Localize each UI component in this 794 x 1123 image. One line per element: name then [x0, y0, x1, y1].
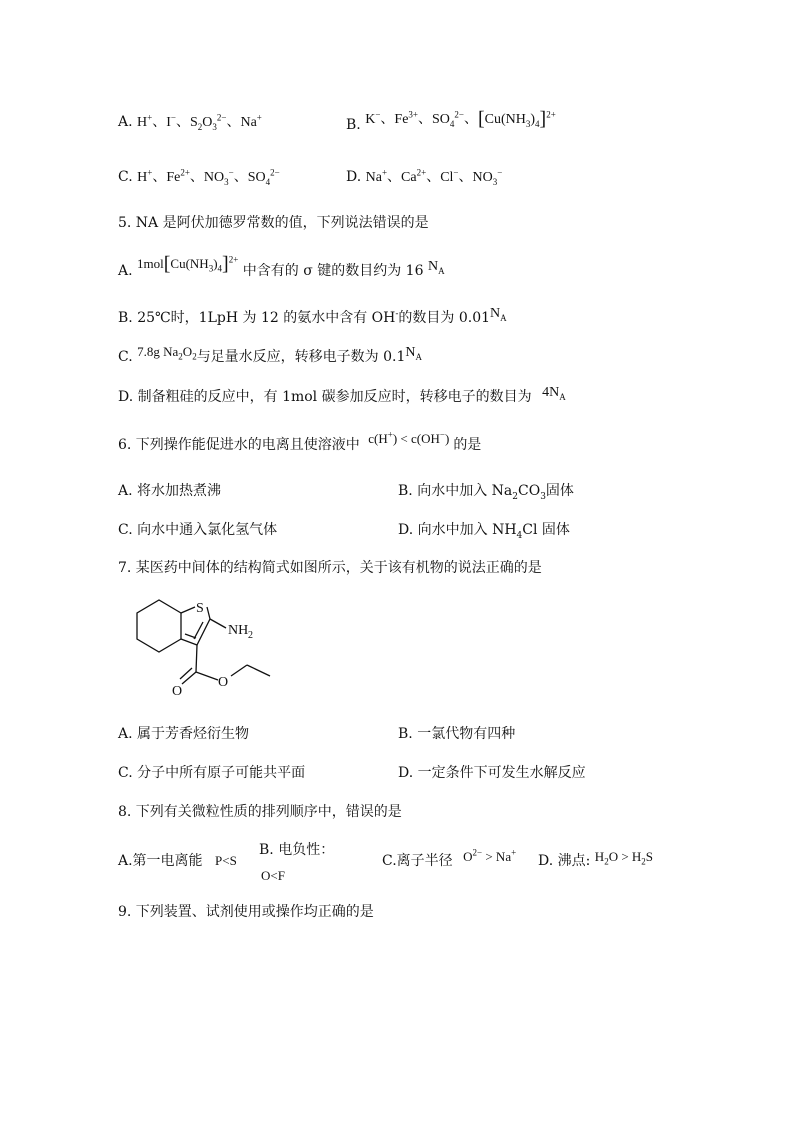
q6-option-c: C. 向水中通入氯化氢气体	[118, 522, 278, 538]
q4-c-ions: H+、$Fe^{2+}$、$NO_3^-$、$SO_4^{2-}$	[137, 167, 280, 187]
q8-c-relation: $O^{2-} > Na^+$	[463, 847, 517, 864]
q5-option-d: D. 制备粗硅的反应中，有 1mol 碳参加反应时，转移电子的数目为 $4N_A$	[118, 385, 566, 405]
q6-option-d: D. 向水中加入 $NH_4Cl$ 固体	[398, 522, 570, 541]
q4-option-c: C. H+、$Fe^{2+}$、$NO_3^-$、$SO_4^{2-}$	[118, 167, 280, 187]
q8-option-c: C.离子半径 $O^{2-} > Na^+$	[382, 847, 517, 869]
q8-option-b-label: B. 电负性：	[259, 842, 335, 858]
q7-stem: 7. 某医药中间体的结构简式如图所示，关于该有机物的说法正确的是	[118, 560, 542, 576]
atom-nh: NH	[228, 623, 249, 638]
q5-a-na: $N_A$	[427, 259, 445, 276]
q5-c-na: $N_A$	[405, 345, 423, 362]
q4-b-ions: K−、$Fe^{3+}$、$SO_4^{2-}$、$[Cu(NH_3)_4]^{2+}$	[365, 108, 556, 130]
q6-option-b: B. 向水中加入 $Na_2CO_3$固体	[398, 483, 574, 502]
q6-option-a: A. 将水加热煮沸	[118, 483, 222, 499]
atom-nh-subscript: 2	[248, 630, 253, 641]
q5-c-formula: 7.8g $Na_2O_2$	[137, 344, 197, 362]
q8-stem: 8. 下列有关微粒性质的排列顺序中，错误的是	[118, 804, 402, 820]
q7-option-c: C. 分子中所有原子可能共平面	[118, 765, 306, 781]
q8-option-a: A.第一电离能 P<S	[118, 853, 237, 869]
q7-option-a: A. 属于芳香烃衍生物	[118, 726, 250, 742]
q4-a-ions: H+、I−、$S_2O_3^{2-}$、Na+	[137, 112, 262, 132]
q5-stem: 5. NA 是阿伏加德罗常数的值，下列说法错误的是	[118, 215, 429, 231]
q8-option-b-relation: O<F	[261, 868, 285, 883]
q8-option-d: D. 沸点: $H_2O > H_2S$	[538, 849, 654, 869]
q5-a-complex: $1mol[Cu(NH_3)_4]^{2+}$	[137, 253, 239, 275]
q5-b-na: $N_A$	[490, 306, 507, 323]
q4-option-b: B. K−、$Fe^{3+}$、$SO_4^{2-}$、$[Cu(NH_3)_4]^{2+}$	[346, 108, 556, 133]
q6-condition: c(H+) < c(OH−)	[368, 429, 450, 446]
atom-carbonyl-o: O	[172, 684, 183, 699]
molecule-structure	[112, 592, 312, 712]
q5-d-na: $4N_A$	[542, 385, 566, 402]
q5-option-a: A. $1mol[Cu(NH_3)_4]^{2+}$ 中含有的 σ 键的数目约为 16 $N_A$	[118, 253, 445, 279]
q7-option-b: B. 一氯代物有四种	[398, 726, 516, 742]
q5-option-b: B. 25℃时，1LpH 为 12 的氨水中含有 OH-的数目为 $0.01N_A$	[118, 306, 507, 326]
atom-s: S	[196, 601, 204, 616]
q4-d-ions: Na+、$Ca^{2+}$、Cl−、$NO_3^-$	[365, 167, 503, 187]
q5-option-c: C. 7.8g $Na_2O_2$与足量水反应，转移电子数为 $0.1N_A$	[118, 344, 423, 365]
q6-stem: 6. 下列操作能促进水的电离且使溶液中 c(H+) < c(OH−) 的是	[118, 429, 482, 453]
atom-ester-o: O	[218, 675, 229, 690]
q7-option-d: D. 一定条件下可发生水解反应	[398, 765, 586, 781]
q4-option-d: D. Na+、$Ca^{2+}$、Cl−、$NO_3^-$	[346, 167, 503, 187]
q4-option-a: A. H+、I−、$S_2O_3^{2-}$、Na+	[118, 112, 262, 132]
q9-stem: 9. 下列装置、试剂使用或操作均正确的是	[118, 904, 374, 920]
q8-d-relation: $H_2O > H_2S$	[594, 849, 654, 867]
